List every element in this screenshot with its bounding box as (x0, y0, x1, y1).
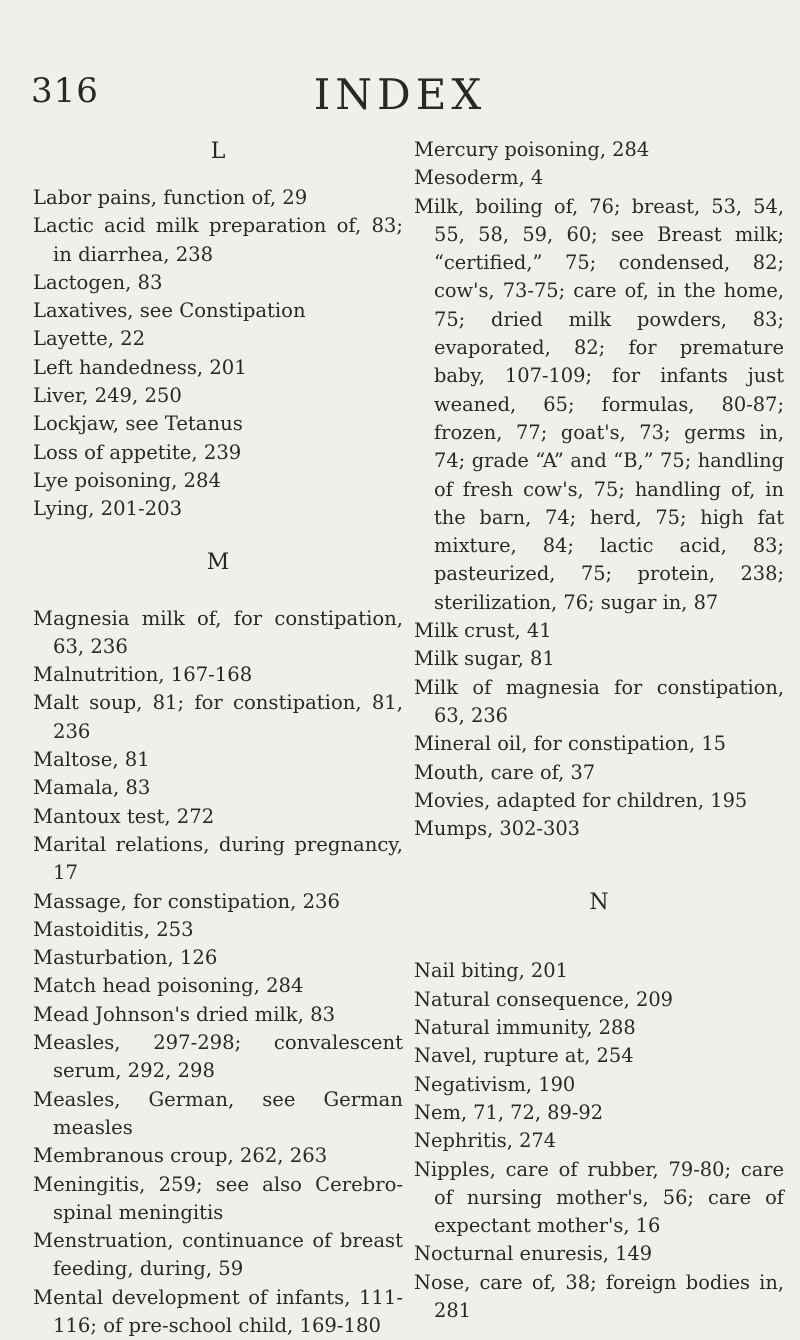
index-entry: Nephritis, 274 (414, 1129, 557, 1153)
index-entry: Milk, boiling of, 76; breast, 53, 54, 55, 58, 59, 60; see Breast milk; “certified,” 75; condensed, 82; cow's, 73-75; care of, in the home, 75; dried milk powders, 83; evaporated, 82; for premature baby, 107-109; for infants just weaned, 65; formulas, 80-87; frozen, 77; goat's, 73; germs in, 74; grade “A” and “B,” 75; handling of fresh cow's, 75; handling of, in the barn, 74; herd, 75; high fat mixture, 84; lactic acid, 83; pasteurized, 75; protein, 238; sterilization, 76; sugar in, 87 (414, 194, 784, 614)
index-entry: Mesoderm, 4 (414, 166, 544, 190)
left-column (33, 120, 403, 1340)
index-entry: Membranous croup, 262, 263 (33, 1144, 328, 1168)
index-entry: Negativism, 190 (414, 1072, 576, 1096)
index-entry: Mastoiditis, 253 (33, 917, 194, 941)
index-entry: Navel, rupture at, 254 (414, 1044, 634, 1068)
index-entry: Lying, 201-203 (33, 497, 183, 521)
index-entry: Maltose, 81 (33, 748, 150, 772)
index-entry: Left handedness, 201 (33, 355, 247, 379)
index-entry: Natural immunity, 288 (414, 1016, 636, 1040)
index-entry: Mercury poisoning, 284 (414, 138, 650, 161)
index-entry: Magnesia milk of, for constipation, 63, 236 (33, 606, 403, 658)
index-entry: Mead Johnson's dried milk, 83 (33, 1002, 336, 1026)
index-entry: Masturbation, 126 (33, 946, 218, 970)
index-entry: Movies, adapted for children, 195 (414, 788, 748, 812)
index-entry: Menstruation, continuance of breast feeding, during, 59 (33, 1229, 403, 1281)
index-entry: Match head poisoning, 284 (33, 974, 304, 998)
index-entry: Massage, for constipation, 236 (33, 889, 340, 913)
index-entry: Mental development of infants, 111-116; of pre-school child, 169-180 (33, 1285, 403, 1337)
index-entry: Malt soup, 81; for constipation, 81, 236 (33, 691, 403, 743)
index-entry: Nose, care of, 38; foreign bodies in, 281 (414, 1270, 784, 1322)
index-entry: Nail biting, 201 (414, 959, 568, 983)
index-entry: Liver, 249, 250 (33, 384, 182, 408)
index-entry: Mamala, 83 (33, 776, 151, 800)
index-entry: Milk sugar, 81 (414, 647, 555, 671)
index-entry: Layette, 22 (33, 327, 146, 351)
index-entry: Labor pains, function of, 29 (33, 186, 308, 209)
right-column (414, 120, 784, 1325)
index-entry: Lactic acid milk preparation of, 83; in diarrhea, 238 (33, 214, 403, 266)
page-number: 316 (31, 71, 99, 111)
index-entry: Measles, German, see German measles (33, 1087, 403, 1139)
index-entry: Milk of magnesia for constipation, 63, 236 (414, 675, 784, 727)
index-entry: Nem, 71, 72, 89-92 (414, 1100, 604, 1124)
index-entry: Mouth, care of, 37 (414, 760, 596, 784)
index-entry: Lockjaw, see Tetanus (33, 412, 243, 436)
index-entry: Meningitis, 259; see also Cerebro-spinal meningitis (33, 1172, 403, 1224)
index-entry: Malnutrition, 167-168 (33, 663, 253, 687)
index-entry: Mumps, 302-303 (414, 817, 580, 841)
index-entry: Loss of appetite, 239 (33, 440, 242, 464)
section-n-entries (414, 957, 784, 1325)
index-entry: Mineral oil, for constipation, 15 (414, 732, 727, 756)
index-entry: Nocturnal enuresis, 149 (414, 1242, 653, 1266)
index-entry: Natural consequence, 209 (414, 987, 673, 1011)
index-entry: Mantoux test, 272 (33, 804, 215, 828)
section-letter-l: L (210, 139, 226, 164)
section-l-entries (33, 184, 403, 524)
index-entry: Lye poisoning, 284 (33, 468, 221, 492)
section-letter-m: M (206, 549, 230, 575)
index-entry: Lactogen, 83 (33, 270, 163, 294)
index-entry: Nipples, care of rubber, 79-80; care of nursing mother's, 56; care of expectant mother's, 16 (414, 1157, 784, 1238)
index-entry: Measles, 297-298; convalescent serum, 292, 298 (33, 1031, 403, 1083)
index-entry: Marital relations, during pregnancy, 17 (33, 832, 403, 885)
index-entry: Milk crust, 41 (414, 619, 552, 643)
section-letter-n: N (589, 890, 609, 916)
section-m-continued-entries (414, 136, 784, 843)
section-m-entries (33, 605, 403, 1340)
index-entry: Laxatives, see Constipation (33, 299, 306, 323)
page-title: INDEX (313, 70, 487, 119)
